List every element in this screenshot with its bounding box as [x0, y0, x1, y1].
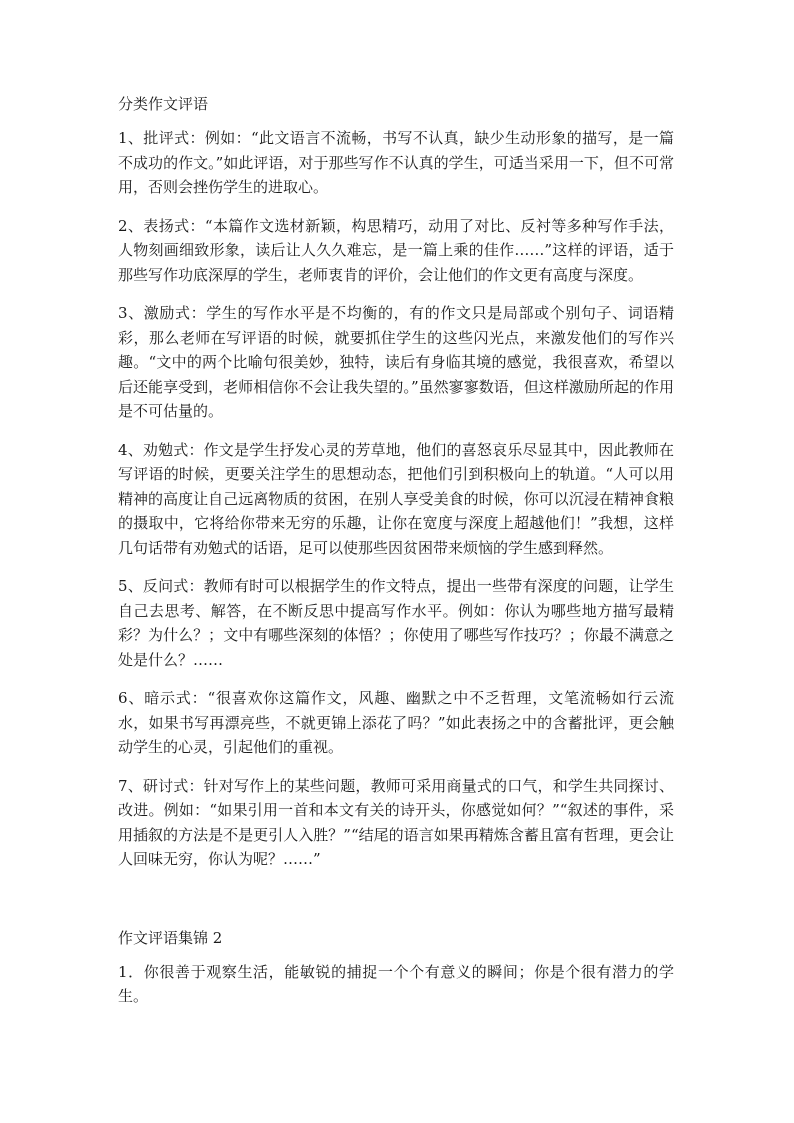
paragraph-suggestion: 6、暗示式：“很喜欢你这篇作文，风趣、幽默之中不乏哲理，文笔流畅如行云流水，如果书写再漂亮些，不就更锦上添花了吗？”如此表扬之中的含蓄批评，更会触动学生的心灵，引起他们的重视。: [118, 689, 674, 756]
paragraph-criticism: 1、批评式：例如：“此文语言不流畅，书写不认真，缺少生动形象的描写，是一篇不成功的作文。”如此评语，对于那些写作不认真的学生，可适当采用一下，但不可常用，否则会挫伤学生的进取心。: [118, 129, 674, 196]
paragraph-encouragement: 3、激励式：学生的写作水平是不均衡的，有的作文只是局部或个别句子、词语精彩，那么老师在写评语的时候，就要抓住学生的这些闪光点，来激发他们的写作兴趣。“文中的两个比喻句很美妙，独特，读后有身临其境的感觉，我很喜欢，希望以后还能享受到，老师相信你不会让我失望的。”虽然寥寥数语，但这样激励所起的作用是不可估量的。: [118, 304, 674, 420]
document-page: [118, 92, 674, 1023]
section-spacer: [118, 886, 674, 926]
paragraph-discussion: 7、研讨式：针对写作上的某些问题，教师可采用商量式的口气，和学生共同探讨、改进。例如：“如果引用一首和本文有关的诗开头，你感觉如何？”“叙述的事件，采用插叙的方法是不是更引人入胜？”“结尾的语言如果再精炼含蓄且富有哲理，更会让人回味无穷，你认为呢？……”: [118, 776, 674, 868]
paragraph-rhetorical-question: 5、反问式：教师有时可以根据学生的作文特点，提出一些带有深度的问题，让学生自己去思考、解答，在不断反思中提高写作水平。例如：你认为哪些地方描写最精彩？为什么？；文中有哪些深刻的体悟？；你使用了哪些写作技巧？；你最不满意之处是什么？……: [118, 577, 674, 669]
comment-item: 1．你很善于观察生活，能敏锐的捕捉一个个有意义的瞬间；你是个很有潜力的学生。: [118, 962, 674, 1005]
section-title-2: 作文评语集锦 2: [118, 928, 223, 947]
section-title: 分类作文评语: [118, 95, 209, 113]
paragraph-praise: 2、表扬式：“本篇作文选材新颖，构思精巧，动用了对比、反衬等多种写作手法，人物刻画细致形象，读后让人久久难忘，是一篇上乘的佳作……”这样的评语，适于那些写作功底深厚的学生，老师衷肯的评价，会让他们的作文更有高度与深度。: [118, 216, 674, 284]
paragraph-exhortation: 4、劝勉式：作文是学生抒发心灵的芳草地，他们的喜怒哀乐尽显其中，因此教师在写评语的时候，更要关注学生的思想动态，把他们引到积极向上的轨道。“人可以用精神的高度让自己远离物质的贫困，在别人享受美食的时候，你可以沉浸在精神食粮的摄取中，它将给你带来无穷的乐趣，让你在宽度与深度上超越他们！”我想，这样几句话带有劝勉式的话语，足可以使那些因贫困带来烦恼的学生感到释然。: [118, 440, 674, 557]
